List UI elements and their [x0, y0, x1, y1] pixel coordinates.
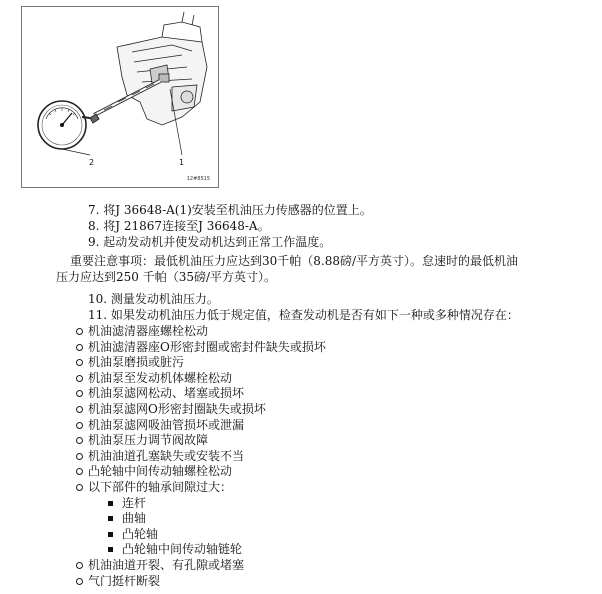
condition-item-text: 凸轮轴中间传动轴螺栓松动: [88, 464, 233, 479]
callout-2-label: 2: [89, 158, 95, 167]
condition-item: [76, 340, 326, 355]
condition-item: [76, 386, 244, 401]
step-11: 11. 如果发动机油压力低于规定值，检查发动机是否有如下一种或多种情况存在：: [88, 308, 519, 322]
condition-item: [76, 433, 208, 448]
condition-item-text: 机油泵滤网吸油管损坏或泄漏: [88, 417, 245, 432]
step-7: 7. 将J 36648-A(1)安装至机油压力传感器的位置上。: [88, 203, 372, 217]
condition-item-text: 气门挺杆断裂: [88, 573, 161, 588]
condition-item: [76, 574, 160, 589]
condition-item-text: 机油泵磨损或脏污: [88, 355, 185, 370]
important-note-line-2: 压力应达到250 千帕（35磅/平方英寸）。: [56, 270, 277, 284]
condition-item: [76, 480, 232, 495]
step-9: 9. 起动发动机并使发动机达到正常工作温度。: [88, 235, 332, 249]
bearing-part-item-text: 凸轮轴中间传动轴链轮: [122, 542, 243, 557]
condition-item: [76, 558, 244, 573]
condition-item: [76, 464, 232, 479]
condition-item: [76, 371, 232, 386]
bearing-part-item-text: 连杆: [122, 495, 147, 510]
bearing-part-item: [108, 542, 242, 557]
bearing-part-item-text: 凸轮轴: [122, 526, 159, 541]
bearing-part-item: [108, 527, 158, 542]
engine-block-drawing: [117, 12, 207, 125]
condition-item-text: 机油油道孔塞缺失或安装不当: [88, 448, 245, 463]
bearing-part-item: [108, 511, 146, 526]
gauge-diagram: [22, 7, 218, 187]
callout-1-label: 1: [179, 158, 185, 167]
condition-item-text: 机油滤清器座O形密封圈或密封件缺失或损坏: [88, 339, 326, 354]
figure-code: 12#8515: [186, 176, 210, 182]
oil-pressure-gauge-illustration: [21, 6, 219, 188]
condition-item: [76, 449, 244, 464]
bearing-part-item: [108, 496, 146, 511]
condition-item-text: 机油泵至发动机体螺栓松动: [88, 370, 233, 385]
important-note-line-1: 重要注意事项：最低机油压力应达到30千帕（8.88磅/平方英寸）。怠速时的最低机油: [70, 254, 519, 268]
condition-item-text: 机油泵滤网松动、堵塞或损坏: [88, 386, 245, 401]
condition-item: [76, 324, 208, 339]
step-10: 10. 测量发动机油压力。: [88, 292, 219, 306]
condition-item-text: 机油泵滤网O形密封圈缺失或损坏: [88, 402, 266, 416]
condition-item-text: 机油滤清器座螺栓松动: [88, 324, 209, 338]
pressure-gauge-drawing: [38, 101, 90, 149]
step-8: 8. 将J 21867连接至J 36648-A。: [88, 219, 270, 233]
condition-item-text: 机油泵压力调节阀故障: [88, 433, 209, 448]
condition-item-text: 机油油道开裂、有孔隙或堵塞: [88, 558, 245, 572]
condition-item: [76, 355, 184, 370]
condition-item: [76, 418, 244, 433]
bearing-part-item-text: 曲轴: [122, 511, 147, 526]
condition-item-text: 以下部件的轴承间隙过大：: [88, 480, 233, 494]
condition-item: [76, 402, 266, 417]
